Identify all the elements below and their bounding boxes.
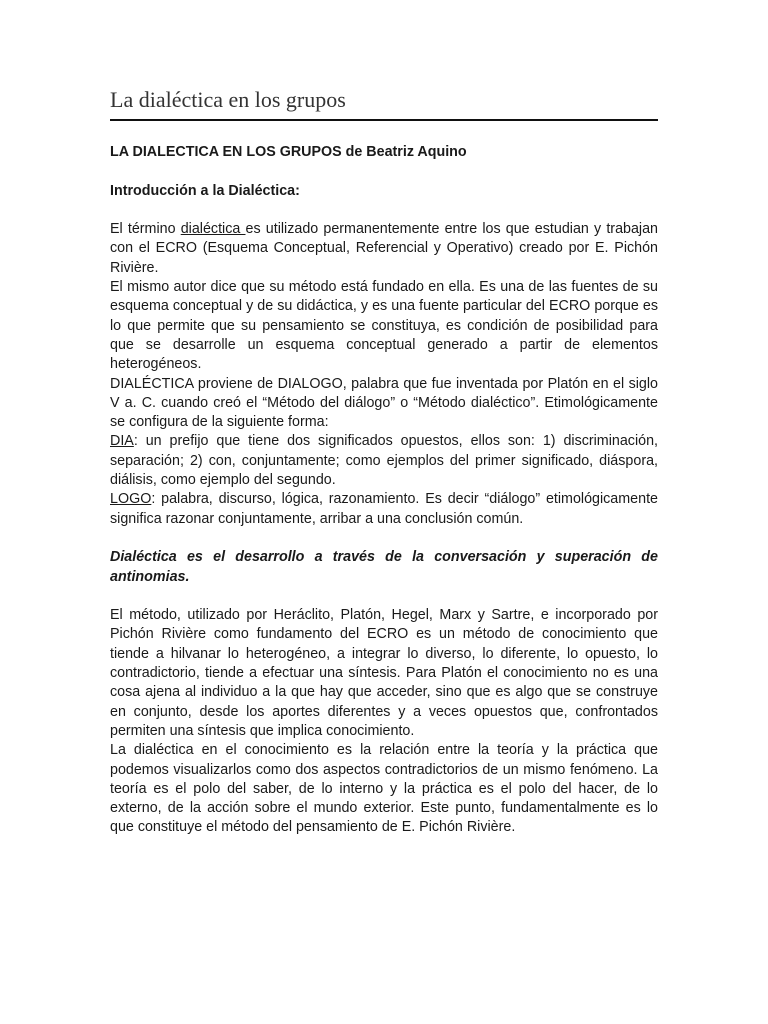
paragraph-logo-text: : palabra, discurso, lógica, razonamiento. Es decir “diálogo” etimológicamente significa razonar conjuntamente, arribar a una conclusión común. xyxy=(110,491,658,527)
paragraph-intro xyxy=(110,220,658,278)
paragraph-logo xyxy=(110,490,658,529)
title-divider xyxy=(110,119,658,121)
term-dia: DIA xyxy=(110,433,134,450)
article-heading: LA DIALECTICA EN LOS GRUPOS de Beatriz Aquino xyxy=(110,144,467,160)
paragraph-dia-text: : un prefijo que tiene dos significados opuestos, ellos son: 1) discriminación, separación; 2) con, conjuntamente; como ejemplos del primer significado, diáspora, diálisis, como ejemplo del segundo. xyxy=(110,433,658,489)
paragraph-etymology: DIALÉCTICA proviene de DIALOGO, palabra que fue inventada por Platón en el siglo V a. C. cuando creó el “Método del diálogo” o “Método dialéctico”. Etimológicamente se configura de la siguiente forma: xyxy=(110,375,658,431)
section-heading: Introducción a la Dialéctica: xyxy=(110,182,300,199)
term-dialectica: dialéctica xyxy=(180,221,246,238)
document-title: La dialéctica en los grupos xyxy=(110,87,346,112)
paragraph-theory-practice: La dialéctica en el conocimiento es la relación entre la teoría y la práctica que podemos visualizarlos como dos aspectos contradictorios de un mismo fenómeno. La teoría es el polo del saber, de lo interno y la práctica es el polo del hacer, de lo externo, de la acción sobre el mundo exterior. Este punto, fundamentalmente es lo que constituye el método del pensamiento de E. Pichón Rivière. xyxy=(110,742,658,836)
spacer xyxy=(110,587,658,606)
term-logo: LOGO xyxy=(110,491,152,508)
spacer xyxy=(110,201,658,220)
document-body xyxy=(110,143,658,838)
paragraph-method: El mismo autor dice que su método está fundado en ella. Es una de las fuentes de su esquema conceptual y de su didáctica, y es una fuente particular del ECRO porque es lo que permite que su pensamiento se constituya, es condición de posibilidad para que se desarrolle un esquema conceptual generado a partir de elementos heterogéneos. xyxy=(110,279,658,373)
spacer xyxy=(110,529,658,548)
paragraph-intro-rest: es utilizado permanentemente entre los que estudian y trabajan con el ECRO (Esquema Conceptual, Referencial y Operativo) creado por E. Pichón Rivière. xyxy=(110,221,658,276)
paragraph-intro-lead: El término xyxy=(110,221,181,238)
spacer xyxy=(110,162,658,181)
paragraph-history: El método, utilizado por Heráclito, Platón, Hegel, Marx y Sartre, e incorporado por Pichón Rivière como fundamento del ECRO es un método de conocimiento que tiende a hilvanar lo heterogéneo, a integrar lo diverso, lo diferente, lo opuesto, lo contradictorio, tiende a efectuar una síntesis. Para Platón el conocimiento no es una cosa ajena al individuo a la que hay que acceder, sino que es algo que se construye en conjunto, desde los aportes diferentes y a veces opuestos que, confrontados permiten una síntesis que implica conocimiento. xyxy=(110,607,658,739)
thesis-statement: Dialéctica es el desarrollo a través de la conversación y superación de antinomias. xyxy=(110,549,658,585)
paragraph-dia xyxy=(110,432,658,490)
